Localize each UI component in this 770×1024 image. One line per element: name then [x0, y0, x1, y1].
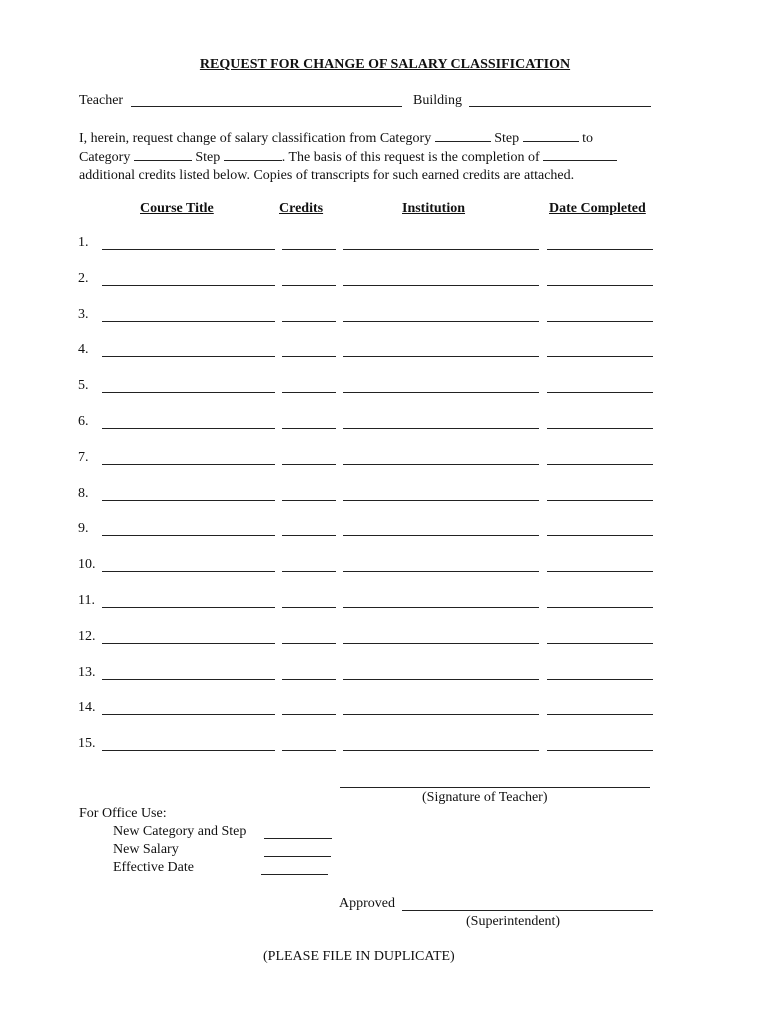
- course-row: [0, 700, 770, 720]
- credits-field[interactable]: [282, 428, 336, 429]
- building-field[interactable]: [469, 92, 651, 107]
- para-line2-c: . The basis of this request is the completion of: [281, 150, 540, 165]
- new-salary-field[interactable]: [264, 842, 331, 857]
- row-number: 2.: [78, 271, 89, 286]
- footer-note: (PLEASE FILE IN DUPLICATE): [263, 949, 455, 964]
- credits-field[interactable]: [282, 285, 336, 286]
- course-title-field[interactable]: [102, 500, 275, 501]
- to-step-field[interactable]: [224, 148, 282, 161]
- course-row: [0, 271, 770, 291]
- credits-field[interactable]: [282, 464, 336, 465]
- date-completed-field[interactable]: [547, 392, 653, 393]
- course-title-field[interactable]: [102, 285, 275, 286]
- row-number: 7.: [78, 450, 89, 465]
- credits-field[interactable]: [282, 392, 336, 393]
- para-line2-b: Step: [195, 150, 221, 165]
- col-institution: Institution: [402, 201, 466, 216]
- row-number: 3.: [78, 307, 89, 322]
- credits-field[interactable]: [282, 643, 336, 644]
- course-title-field[interactable]: [102, 571, 275, 572]
- date-completed-field[interactable]: [547, 535, 653, 536]
- institution-field[interactable]: [343, 464, 539, 465]
- course-title-field[interactable]: [102, 321, 275, 322]
- col-course-title: Course Title: [140, 201, 214, 216]
- credits-field[interactable]: [282, 714, 336, 715]
- row-number: 15.: [78, 736, 96, 751]
- date-completed-field[interactable]: [547, 321, 653, 322]
- request-paragraph: [79, 129, 679, 185]
- row-number: 6.: [78, 414, 89, 429]
- course-row: [0, 736, 770, 756]
- course-row: [0, 378, 770, 398]
- institution-field[interactable]: [343, 356, 539, 357]
- office-use-heading: For Office Use:: [79, 806, 167, 821]
- institution-field[interactable]: [343, 714, 539, 715]
- effective-date-label: Effective Date: [113, 860, 194, 875]
- date-completed-field[interactable]: [547, 643, 653, 644]
- date-completed-field[interactable]: [547, 428, 653, 429]
- credits-field[interactable]: [282, 500, 336, 501]
- credits-field[interactable]: [282, 607, 336, 608]
- course-row: [0, 450, 770, 470]
- date-completed-field[interactable]: [547, 285, 653, 286]
- course-row: [0, 486, 770, 506]
- para-line2-a: Category: [79, 150, 131, 165]
- institution-field[interactable]: [343, 500, 539, 501]
- course-title-field[interactable]: [102, 679, 275, 680]
- course-row: [0, 235, 770, 255]
- row-number: 12.: [78, 629, 96, 644]
- row-number: 11.: [78, 593, 95, 608]
- institution-field[interactable]: [343, 392, 539, 393]
- course-row: [0, 307, 770, 327]
- credits-field[interactable]: [282, 535, 336, 536]
- course-title-field[interactable]: [102, 392, 275, 393]
- row-number: 10.: [78, 557, 96, 572]
- date-completed-field[interactable]: [547, 249, 653, 250]
- superintendent-signature-field[interactable]: [402, 896, 653, 911]
- institution-field[interactable]: [343, 643, 539, 644]
- new-salary-label: New Salary: [113, 842, 179, 857]
- credits-field[interactable]: [282, 571, 336, 572]
- credits-count-field[interactable]: [543, 148, 617, 161]
- credits-field[interactable]: [282, 249, 336, 250]
- superintendent-caption: (Superintendent): [466, 914, 561, 929]
- date-completed-field[interactable]: [547, 679, 653, 680]
- institution-field[interactable]: [343, 607, 539, 608]
- para-line1-a: I, herein, request change of salary classification from Category: [79, 131, 432, 146]
- institution-field[interactable]: [343, 571, 539, 572]
- to-category-field[interactable]: [134, 148, 192, 161]
- row-number: 13.: [78, 665, 96, 680]
- date-completed-field[interactable]: [547, 464, 653, 465]
- course-row: [0, 521, 770, 541]
- new-category-step-field[interactable]: [264, 824, 332, 839]
- new-category-step-label: New Category and Step: [113, 824, 247, 839]
- course-row: [0, 414, 770, 434]
- teacher-label: Teacher: [79, 93, 124, 108]
- institution-field[interactable]: [343, 321, 539, 322]
- course-row: [0, 557, 770, 577]
- institution-field[interactable]: [343, 428, 539, 429]
- course-title-field[interactable]: [102, 464, 275, 465]
- building-label: Building: [413, 93, 463, 108]
- date-completed-field[interactable]: [547, 356, 653, 357]
- course-title-field[interactable]: [102, 249, 275, 250]
- institution-field[interactable]: [343, 679, 539, 680]
- credits-field[interactable]: [282, 679, 336, 680]
- credits-field[interactable]: [282, 321, 336, 322]
- row-number: 1.: [78, 235, 89, 250]
- date-completed-field[interactable]: [547, 750, 653, 751]
- course-title-field[interactable]: [102, 750, 275, 751]
- from-step-field[interactable]: [523, 129, 579, 142]
- date-completed-field[interactable]: [547, 714, 653, 715]
- effective-date-field[interactable]: [261, 860, 328, 875]
- para-line1-c: to: [582, 131, 593, 146]
- row-number: 5.: [78, 378, 89, 393]
- course-row: [0, 629, 770, 649]
- course-title-field[interactable]: [102, 643, 275, 644]
- para-line1-b: Step: [494, 131, 520, 146]
- para-line3: additional credits listed below. Copies of transcripts for such earned credits are attached.: [79, 168, 575, 183]
- course-title-field[interactable]: [102, 714, 275, 715]
- course-title-field[interactable]: [102, 535, 275, 536]
- row-number: 14.: [78, 700, 96, 715]
- institution-field[interactable]: [343, 750, 539, 751]
- form-title: REQUEST FOR CHANGE OF SALARY CLASSIFICATION: [199, 57, 571, 72]
- course-row: [0, 593, 770, 613]
- row-number: 4.: [78, 342, 89, 357]
- credits-field[interactable]: [282, 750, 336, 751]
- course-row: [0, 665, 770, 685]
- approved-label: Approved: [339, 896, 395, 911]
- institution-field[interactable]: [343, 285, 539, 286]
- col-credits: Credits: [279, 201, 324, 216]
- date-completed-field[interactable]: [547, 571, 653, 572]
- course-title-field[interactable]: [102, 428, 275, 429]
- course-title-field[interactable]: [102, 356, 275, 357]
- course-row: [0, 342, 770, 362]
- row-number: 9.: [78, 521, 89, 536]
- row-number: 8.: [78, 486, 89, 501]
- date-completed-field[interactable]: [547, 607, 653, 608]
- signature-caption: (Signature of Teacher): [422, 790, 548, 805]
- course-title-field[interactable]: [102, 607, 275, 608]
- institution-field[interactable]: [343, 249, 539, 250]
- institution-field[interactable]: [343, 535, 539, 536]
- teacher-field[interactable]: [131, 92, 402, 107]
- teacher-signature-field[interactable]: [340, 773, 650, 788]
- col-date-completed: Date Completed: [549, 201, 646, 216]
- from-category-field[interactable]: [435, 129, 491, 142]
- credits-field[interactable]: [282, 356, 336, 357]
- date-completed-field[interactable]: [547, 500, 653, 501]
